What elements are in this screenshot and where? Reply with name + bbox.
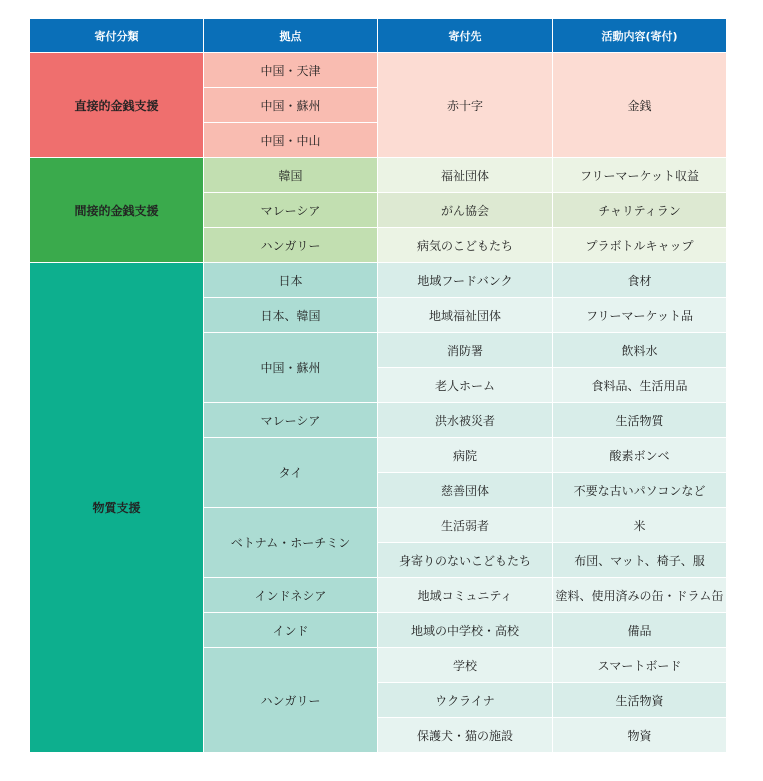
activity-cell: 不要な古いパソコンなど [553, 473, 727, 508]
location-cell: インドネシア [204, 578, 378, 613]
location-cell: 韓国 [204, 158, 378, 193]
activity-cell: チャリティラン [553, 193, 727, 228]
recipient-cell: 病気のこどもたち [378, 228, 553, 263]
donation-table [29, 18, 727, 753]
activity-cell: 物資 [553, 718, 727, 753]
recipient-cell: 保護犬・猫の施設 [378, 718, 553, 753]
activity-cell: 酸素ボンベ [553, 438, 727, 473]
location-cell: 中国・蘇州 [204, 333, 378, 403]
activity-cell: フリーマーケット収益 [553, 158, 727, 193]
recipient-cell: がん協会 [378, 193, 553, 228]
recipient-cell: 地域福祉団体 [378, 298, 553, 333]
location-cell: 中国・蘇州 [204, 88, 378, 123]
table-row [30, 263, 727, 298]
location-cell: ハンガリー [204, 648, 378, 753]
location-cell: タイ [204, 438, 378, 508]
location-cell: 日本、韓国 [204, 298, 378, 333]
header-activity: 活動内容(寄付) [553, 19, 727, 53]
recipient-cell: 地域の中学校・高校 [378, 613, 553, 648]
activity-cell: 飲料水 [553, 333, 727, 368]
activity-cell: 食料品、生活用品 [553, 368, 727, 403]
recipient-cell: 老人ホーム [378, 368, 553, 403]
activity-cell: 米 [553, 508, 727, 543]
location-cell: インド [204, 613, 378, 648]
recipient-cell: 身寄りのないこどもたち [378, 543, 553, 578]
recipient-cell: 慈善団体 [378, 473, 553, 508]
recipient-cell: 学校 [378, 648, 553, 683]
activity-cell: 布団、マット、椅子、服 [553, 543, 727, 578]
recipient-cell: ウクライナ [378, 683, 553, 718]
header-location: 拠点 [204, 19, 378, 53]
recipient-cell: 病院 [378, 438, 553, 473]
activity-cell: 塗料、使用済みの缶・ドラム缶 [553, 578, 727, 613]
header-category: 寄付分類 [30, 19, 204, 53]
recipient-cell: 消防署 [378, 333, 553, 368]
group-indirect-monetary [30, 158, 727, 263]
recipient-cell: 生活弱者 [378, 508, 553, 543]
category-cell: 物質支援 [30, 263, 204, 753]
header-recipient: 寄付先 [378, 19, 553, 53]
group-material-support [30, 263, 727, 753]
activity-cell: 生活物質 [553, 403, 727, 438]
activity-cell: プラボトルキャップ [553, 228, 727, 263]
category-cell: 直接的金銭支援 [30, 53, 204, 158]
table-row [30, 53, 727, 88]
table-row [30, 158, 727, 193]
recipient-cell: 洪水被災者 [378, 403, 553, 438]
activity-cell: 金銭 [553, 53, 727, 158]
location-cell: 中国・天津 [204, 53, 378, 88]
location-cell: ハンガリー [204, 228, 378, 263]
recipient-cell: 福祉団体 [378, 158, 553, 193]
group-direct-monetary [30, 53, 727, 158]
activity-cell: スマートボード [553, 648, 727, 683]
recipient-cell: 地域コミュニティ [378, 578, 553, 613]
activity-cell: フリーマーケット品 [553, 298, 727, 333]
recipient-cell: 赤十字 [378, 53, 553, 158]
location-cell: マレーシア [204, 193, 378, 228]
table-header-row [30, 19, 727, 53]
location-cell: ベトナム・ホーチミン [204, 508, 378, 578]
location-cell: マレーシア [204, 403, 378, 438]
activity-cell: 食材 [553, 263, 727, 298]
activity-cell: 備品 [553, 613, 727, 648]
location-cell: 日本 [204, 263, 378, 298]
category-cell: 間接的金銭支援 [30, 158, 204, 263]
recipient-cell: 地域フードバンク [378, 263, 553, 298]
activity-cell: 生活物資 [553, 683, 727, 718]
location-cell: 中国・中山 [204, 123, 378, 158]
